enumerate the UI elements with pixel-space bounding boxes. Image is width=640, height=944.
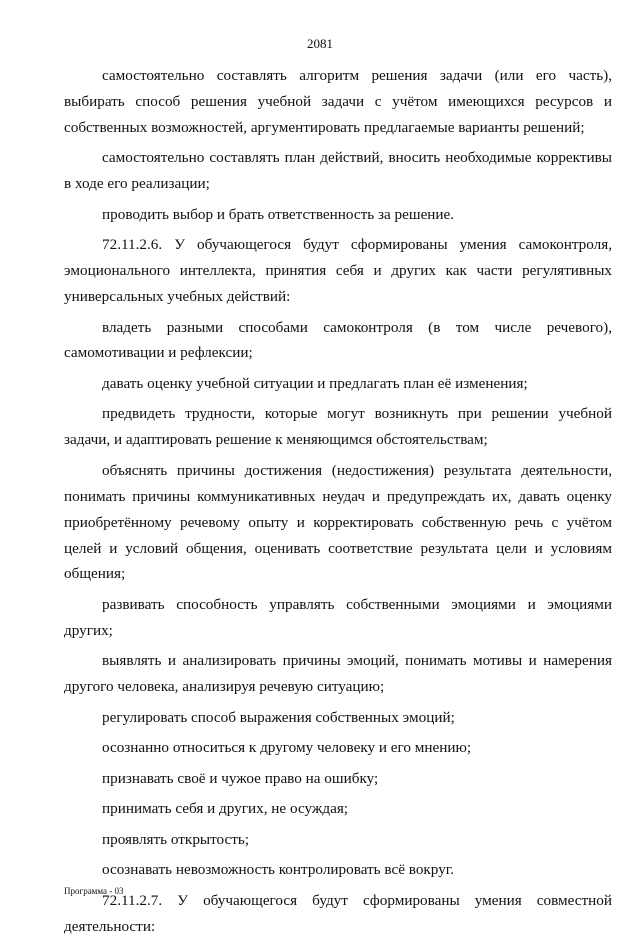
footer-label: Программа - 03 <box>64 886 124 896</box>
paragraph: признавать своё и чужое право на ошибку; <box>102 769 379 787</box>
document-body <box>64 63 612 944</box>
paragraph: давать оценку учебной ситуации и предлагать план её изменения; <box>102 374 528 392</box>
paragraph: осознанно относиться к другому человеку и его мнению; <box>102 739 472 757</box>
paragraph: проявлять открытость; <box>102 830 250 848</box>
paragraph: предвидеть трудности, которые могут возникнуть при решении учебной задачи, и адаптировать решение к меняющимся обстоятельствам; <box>64 405 612 449</box>
paragraph: выявлять и анализировать причины эмоций, понимать мотивы и намерения другого человека, анализируя речевую ситуацию; <box>64 652 612 696</box>
paragraph: самостоятельно составлять план действий, вносить необходимые коррективы в ходе его реализации; <box>64 149 612 193</box>
paragraph: владеть разными способами самоконтроля (в том числе речевого), самомотивации и рефлексии; <box>64 318 612 362</box>
paragraph: проводить выбор и брать ответственность за решение. <box>102 205 455 223</box>
paragraph: принимать себя и других, не осуждая; <box>102 800 349 818</box>
paragraph: осознавать невозможность контролировать всё вокруг. <box>102 861 455 879</box>
paragraph: регулировать способ выражения собственных эмоций; <box>102 708 455 726</box>
paragraph: самостоятельно составлять алгоритм решения задачи (или его часть), выбирать способ решения учебной задачи с учётом имеющихся ресурсов и собственных возможностей, аргументировать предлагаемые варианты решений; <box>64 67 612 136</box>
paragraph: объяснять причины достижения (недостижения) результата деятельности, понимать причины коммуникативных неудач и предупреждать их, давать оценку приобретённому речевому опыту и корректировать собственную речь с учётом целей и условий общения, оценивать соответствие результата цели и условиям общения; <box>64 461 612 583</box>
page-number: 2081 <box>307 36 333 51</box>
section-heading-paragraph: 72.11.2.7. У обучающегося будут сформированы умения совместной деятельности: <box>64 891 612 935</box>
section-heading-paragraph: 72.11.2.6. У обучающегося будут сформированы умения самоконтроля, эмоционального интеллекта, принятия себя и других как части регулятивных универсальных учебных действий: <box>64 236 612 306</box>
paragraph: развивать способность управлять собственными эмоциями и эмоциями других; <box>64 595 612 639</box>
